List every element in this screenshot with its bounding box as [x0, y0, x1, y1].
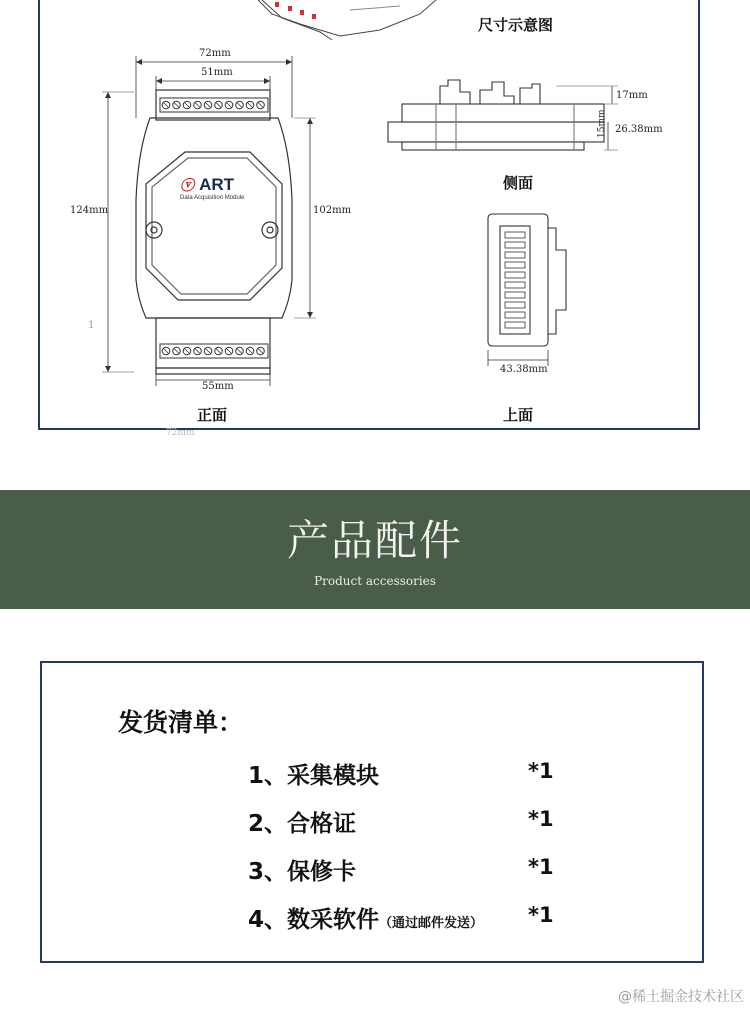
terminal-pin — [505, 252, 525, 258]
terminal-pin — [505, 322, 525, 328]
terminal-pin — [505, 262, 525, 268]
package-item-qty: *1 — [528, 807, 554, 831]
top-view-width: 43.38mm — [500, 364, 548, 375]
front-body-outline — [136, 118, 292, 318]
package-item-3 — [248, 853, 356, 886]
package-item-2 — [248, 805, 356, 838]
terminal-pin — [505, 242, 525, 248]
side-top-height: 17mm — [616, 90, 648, 101]
front-overall-height: 124mm — [70, 205, 109, 216]
terminal-pin — [505, 292, 525, 298]
side-rail-height: 15mm — [597, 109, 607, 138]
terminal-pin — [505, 232, 525, 238]
logo-subtext: Data Acquisition Module — [180, 195, 245, 201]
side-rail-depth: 26.38mm — [615, 124, 663, 135]
terminal-pin — [505, 302, 525, 308]
mount-hole-left — [146, 222, 162, 238]
package-item-text: 3、保修卡 — [248, 859, 357, 885]
package-item-4 — [248, 901, 483, 934]
front-bottom-width: 55mm — [202, 381, 234, 392]
top-view-label: 上面 — [503, 406, 534, 424]
side-view — [388, 80, 604, 150]
logo-text: ART — [199, 175, 235, 194]
package-item-note: （通过邮件发送） — [379, 916, 484, 931]
front-view — [136, 90, 292, 374]
package-list-title: 发货清单： — [118, 708, 244, 737]
front-terminal-width: 51mm — [201, 67, 233, 78]
dimension-drawing — [0, 0, 750, 440]
banner-title: 产品配件 — [286, 516, 463, 565]
faded-dimension: 72mm — [166, 428, 195, 438]
package-item-qty: *1 — [528, 759, 554, 783]
package-item-qty: *1 — [528, 903, 554, 927]
package-item-text: 2、合格证 — [248, 811, 357, 837]
art-logo — [180, 175, 234, 195]
side-view-label: 侧面 — [503, 174, 534, 192]
bottom-terminal-screws — [162, 347, 264, 355]
package-item-text: 4、数采软件 — [248, 907, 380, 933]
top-module-sketch — [258, 0, 436, 40]
stray-mark: 1 — [88, 320, 95, 331]
package-list-panel — [40, 661, 704, 963]
front-view-label: 正面 — [197, 406, 228, 424]
package-item-qty: *1 — [528, 855, 554, 879]
section-banner — [0, 490, 750, 609]
package-item-1 — [248, 757, 379, 790]
dimension-title: 尺寸示意图 — [478, 16, 554, 34]
top-view — [488, 214, 566, 346]
logo-swirl-icon: ⓥ — [180, 178, 194, 194]
package-item-text: 1、采集模块 — [248, 763, 380, 789]
watermark: @稀土掘金技术社区 — [618, 989, 744, 1005]
banner-subtitle: Product accessories — [314, 574, 436, 588]
terminal-pin — [505, 282, 525, 288]
top-view-terminal-pins — [505, 232, 525, 328]
front-body-height: 102mm — [313, 205, 352, 216]
terminal-pin — [505, 272, 525, 278]
terminal-pin — [505, 312, 525, 318]
front-overall-width: 72mm — [199, 48, 231, 59]
top-terminal-screws — [162, 101, 264, 109]
